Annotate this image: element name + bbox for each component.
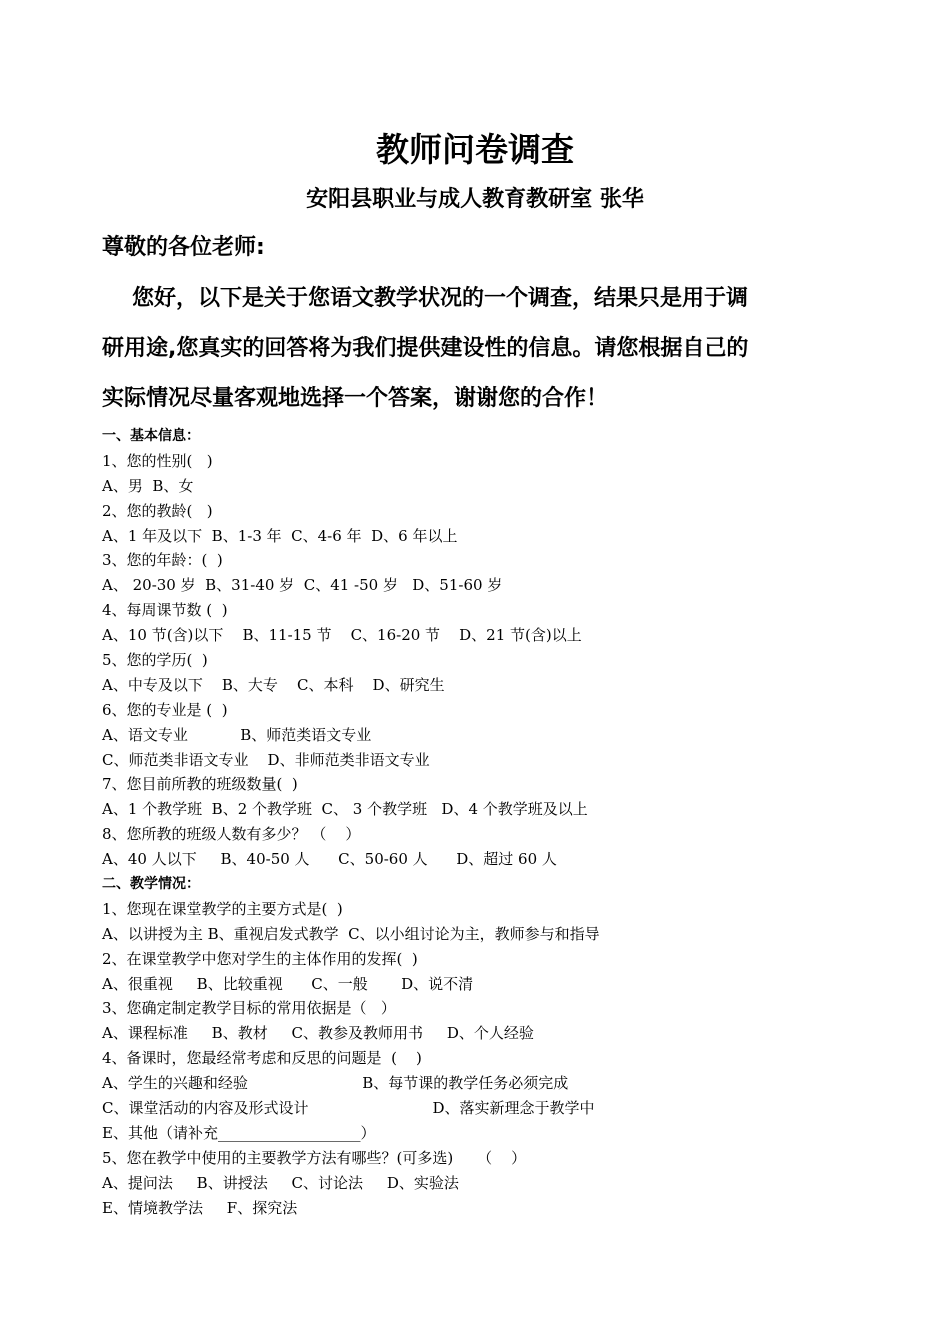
question-line: 8、您所教的班级人数有多少？ （ ） [102,825,361,844]
option-line: A、学生的兴趣和经验 B、每节课的教学任务必须完成 [102,1074,569,1093]
question-line: 2、您的教龄( ) [102,501,213,520]
option-line: A、很重视 B、比较重视 C、一般 D、说不清 [102,974,474,993]
question-line: 5、您在教学中使用的主要教学方法有哪些？(可多选) （ ） [102,1148,527,1167]
option-line: A、40 人以下 B、40-50 人 C、50-60 人 D、超过 60 人 [102,850,557,869]
option-line: C、课堂活动的内容及形式设计 D、落实新理念于教学中 [102,1099,595,1118]
question-line: 3、您的年龄：( ) [102,551,223,570]
intro-line: 实际情况尽量客观地选择一个答案，谢谢您的合作！ [102,386,609,411]
question-line: 6、您的专业是 ( ) [102,700,228,719]
greeting: 尊敬的各位老师: [102,235,265,260]
option-line: E、其他（请补充___________________） [102,1123,376,1142]
questionnaire [102,424,882,1221]
question-line: 1、您现在课堂教学的主要方式是( ) [102,899,343,918]
option-line: A、 20-30 岁 B、31-40 岁 C、41 -50 岁 D、51-60 岁 [102,576,503,595]
option-line: A、提问法 B、讲授法 C、讨论法 D、实验法 [102,1173,459,1192]
section-heading: 二、教学情况： [102,876,200,893]
option-line: A、语文专业 B、师范类语文专业 [102,725,372,744]
option-line: A、以讲授为主 B、重视启发式教学 C、以小组讨论为主，教师参与和指导 [102,924,600,943]
option-line: C、师范类非语文专业 D、非师范类非语文专业 [102,750,430,769]
section-heading: 一、基本信息： [102,428,200,444]
option-line: A、中专及以下 B、大专 C、本科 D、研究生 [102,675,445,694]
question-line: 3、您确定制定教学目标的常用依据是（ ） [102,999,396,1018]
intro-paragraph [102,274,862,424]
option-line: A、男 B、女 [102,476,194,495]
option-line: E、情境教学法 F、探究法 [102,1198,298,1217]
intro-line: 您好，以下是关于您语文教学状况的一个调查，结果只是用于调 [132,286,749,311]
option-line: A、1 年及以下 B、1-3 年 C、4-6 年 D、6 年以上 [102,526,458,545]
page-subtitle: 安阳县职业与成人教育教研室 张华 [306,187,644,212]
option-line: A、10 节(含)以下 B、11-15 节 C、16-20 节 D、21 节(含)以上 [102,626,582,645]
question-line: 2、在课堂教学中您对学生的主体作用的发挥( ) [102,949,418,968]
question-line: 4、备课时，您最经常考虑和反思的问题是 ( ) [102,1049,422,1068]
question-line: 4、每周课节数 ( ) [102,601,228,620]
option-line: A、1 个教学班 B、2 个教学班 C、 3 个教学班 D、4 个教学班及以上 [102,800,588,819]
option-line: A、课程标准 B、教材 C、教参及教师用书 D、个人经验 [102,1024,534,1043]
intro-line: 研用途,您真实的回答将为我们提供建设性的信息。请您根据自己的 [102,336,749,361]
question-line: 1、您的性别( ) [102,451,213,470]
question-line: 5、您的学历( ) [102,651,208,670]
page-title: 教师问卷调查 [376,130,574,169]
question-line: 7、您目前所教的班级数量( ) [102,775,298,794]
